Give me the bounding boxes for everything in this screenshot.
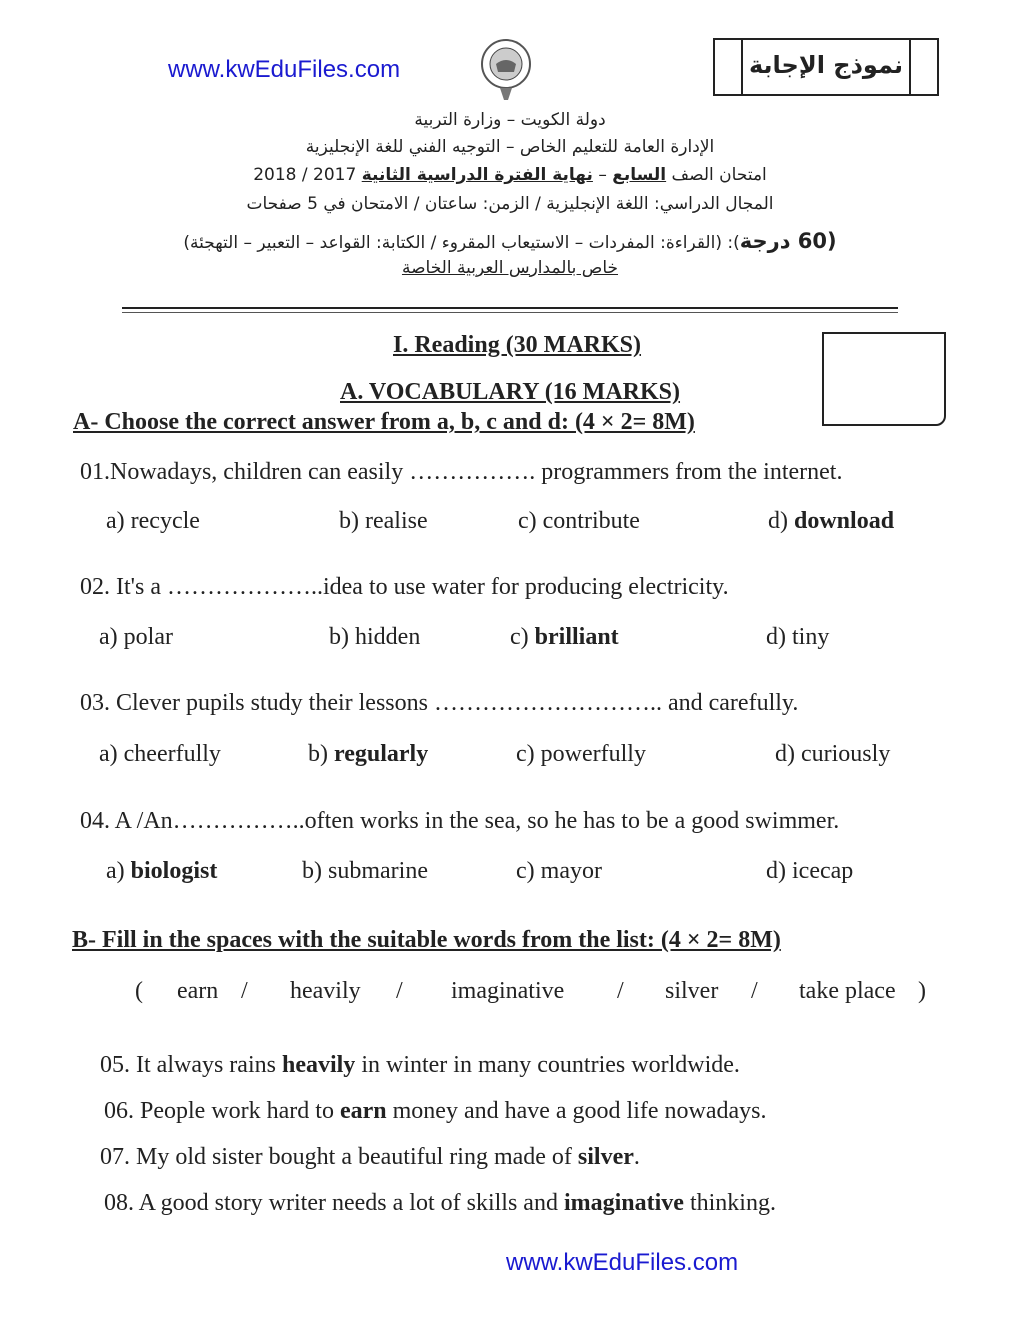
option-letter: b) [308, 741, 334, 767]
sentence-text: 07. My old sister bought a beautiful ring made of [100, 1144, 578, 1170]
option-c: c) powerfully [516, 741, 646, 767]
sentence-text: 08. A good story writer needs a lot of skills and [104, 1190, 564, 1216]
fill-sentence [104, 1098, 767, 1125]
fill-sentence [100, 1052, 740, 1079]
option-b-answer [308, 741, 428, 768]
word-list-close: ) [918, 978, 926, 1004]
total-marks: (60 درجة [739, 229, 837, 253]
word-imaginative: imaginative [451, 978, 565, 1004]
option-a: a) recycle [106, 508, 200, 534]
option-letter: d) [768, 508, 794, 534]
header-line-exam [0, 165, 1020, 185]
kuwait-emblem-logo [478, 38, 534, 102]
separator: / [396, 978, 403, 1004]
dash: – [592, 165, 613, 185]
option-d: d) curiously [775, 741, 891, 767]
filled-answer: silver [577, 1144, 634, 1170]
header-line-department: الإدارة العامة للتعليم الخاص – التوجيه الفني للغة الإنجليزية [305, 137, 715, 157]
word-silver: silver [665, 978, 719, 1004]
header-line-marks [0, 229, 1020, 253]
score-box [822, 332, 946, 426]
website-link[interactable]: www.kwEduFiles.com [168, 56, 401, 83]
filled-answer: earn [339, 1098, 387, 1124]
option-c: c) contribute [518, 508, 640, 534]
correct-answer: biologist [130, 858, 218, 884]
sentence-text: . [633, 1144, 640, 1170]
question-stem: 02. It's a ………………..idea to use water for producing electricity. [80, 574, 729, 600]
option-letter: c) [510, 624, 535, 650]
sentence-text: thinking. [683, 1190, 776, 1216]
section-subtitle: A. VOCABULARY (16 MARKS) [340, 379, 681, 405]
sentence-text: 05. It always rains [100, 1052, 282, 1078]
option-b: b) realise [339, 508, 428, 534]
exam-text: امتحان الصف [666, 165, 767, 185]
question-stem: 03. Clever pupils study their lessons ……………………….. and carefully. [80, 690, 799, 716]
divider [122, 312, 898, 313]
footer-website-link[interactable]: www.kwEduFiles.com [506, 1249, 739, 1276]
word-heavily: heavily [290, 978, 361, 1004]
correct-answer: download [794, 508, 895, 534]
question-stem: 01.Nowadays, children can easily ……………. programmers from the internet. [80, 459, 843, 485]
separator: / [241, 978, 248, 1004]
word-take-place: take place [799, 978, 896, 1004]
option-b: b) hidden [329, 624, 421, 650]
correct-answer: brilliant [534, 624, 619, 650]
word-list-open: ( [135, 978, 143, 1004]
separator: / [617, 978, 624, 1004]
header-line-ministry: دولة الكويت – وزارة التربية [414, 110, 606, 130]
option-d-answer [768, 508, 894, 535]
marks-breakdown: ): (القراءة: المفردات – الاستيعاب المقروء / الكتابة: القواعد – التعبير – التهجئة) [183, 233, 740, 253]
filled-answer: imaginative [563, 1190, 684, 1216]
part-b-instruction: B- Fill in the spaces with the suitable words from the list: (4 × 2= 8M) [72, 927, 781, 953]
answer-key-box [713, 38, 939, 96]
option-a-answer [106, 858, 217, 885]
sentence-text: money and have a good life nowadays. [386, 1098, 767, 1124]
separator: / [751, 978, 758, 1004]
year-text: 2017 / 2018 [253, 165, 362, 185]
fill-sentence [100, 1144, 640, 1171]
answer-key-label: نموذج الإجابة [741, 40, 911, 94]
fill-sentence [104, 1190, 776, 1217]
correct-answer: regularly [334, 741, 429, 767]
private-schools-text: خاص بالمدارس العربية الخاصة [401, 258, 619, 278]
divider [122, 307, 898, 309]
part-a-instruction: A- Choose the correct answer from a, b, c and d: (4 × 2= 8M) [73, 409, 695, 435]
word-earn: earn [177, 978, 219, 1004]
filled-answer: heavily [281, 1052, 356, 1078]
header-line-subject: المجال الدراسي: اللغة الإنجليزية / الزمن: ساعتان / الامتحان في 5 صفحات [246, 194, 774, 214]
option-a: a) cheerfully [99, 741, 221, 767]
sentence-text: 06. People work hard to [104, 1098, 340, 1124]
option-a: a) polar [99, 624, 173, 650]
option-letter: a) [106, 858, 131, 884]
option-c: c) mayor [516, 858, 602, 884]
term-text: نهاية الفترة الدراسية الثانية [361, 165, 593, 185]
option-c-answer [510, 624, 619, 651]
option-d: d) tiny [766, 624, 830, 650]
sentence-text: in winter in many countries worldwide. [355, 1052, 740, 1078]
header-line-private [0, 258, 1020, 278]
question-stem: 04. A /An……………..often works in the sea, so he has to be a good swimmer. [80, 808, 840, 834]
option-b: b) submarine [302, 858, 428, 884]
grade-text: السابع [612, 165, 667, 185]
section-title: I. Reading (30 MARKS) [393, 332, 642, 358]
option-d: d) icecap [766, 858, 854, 884]
